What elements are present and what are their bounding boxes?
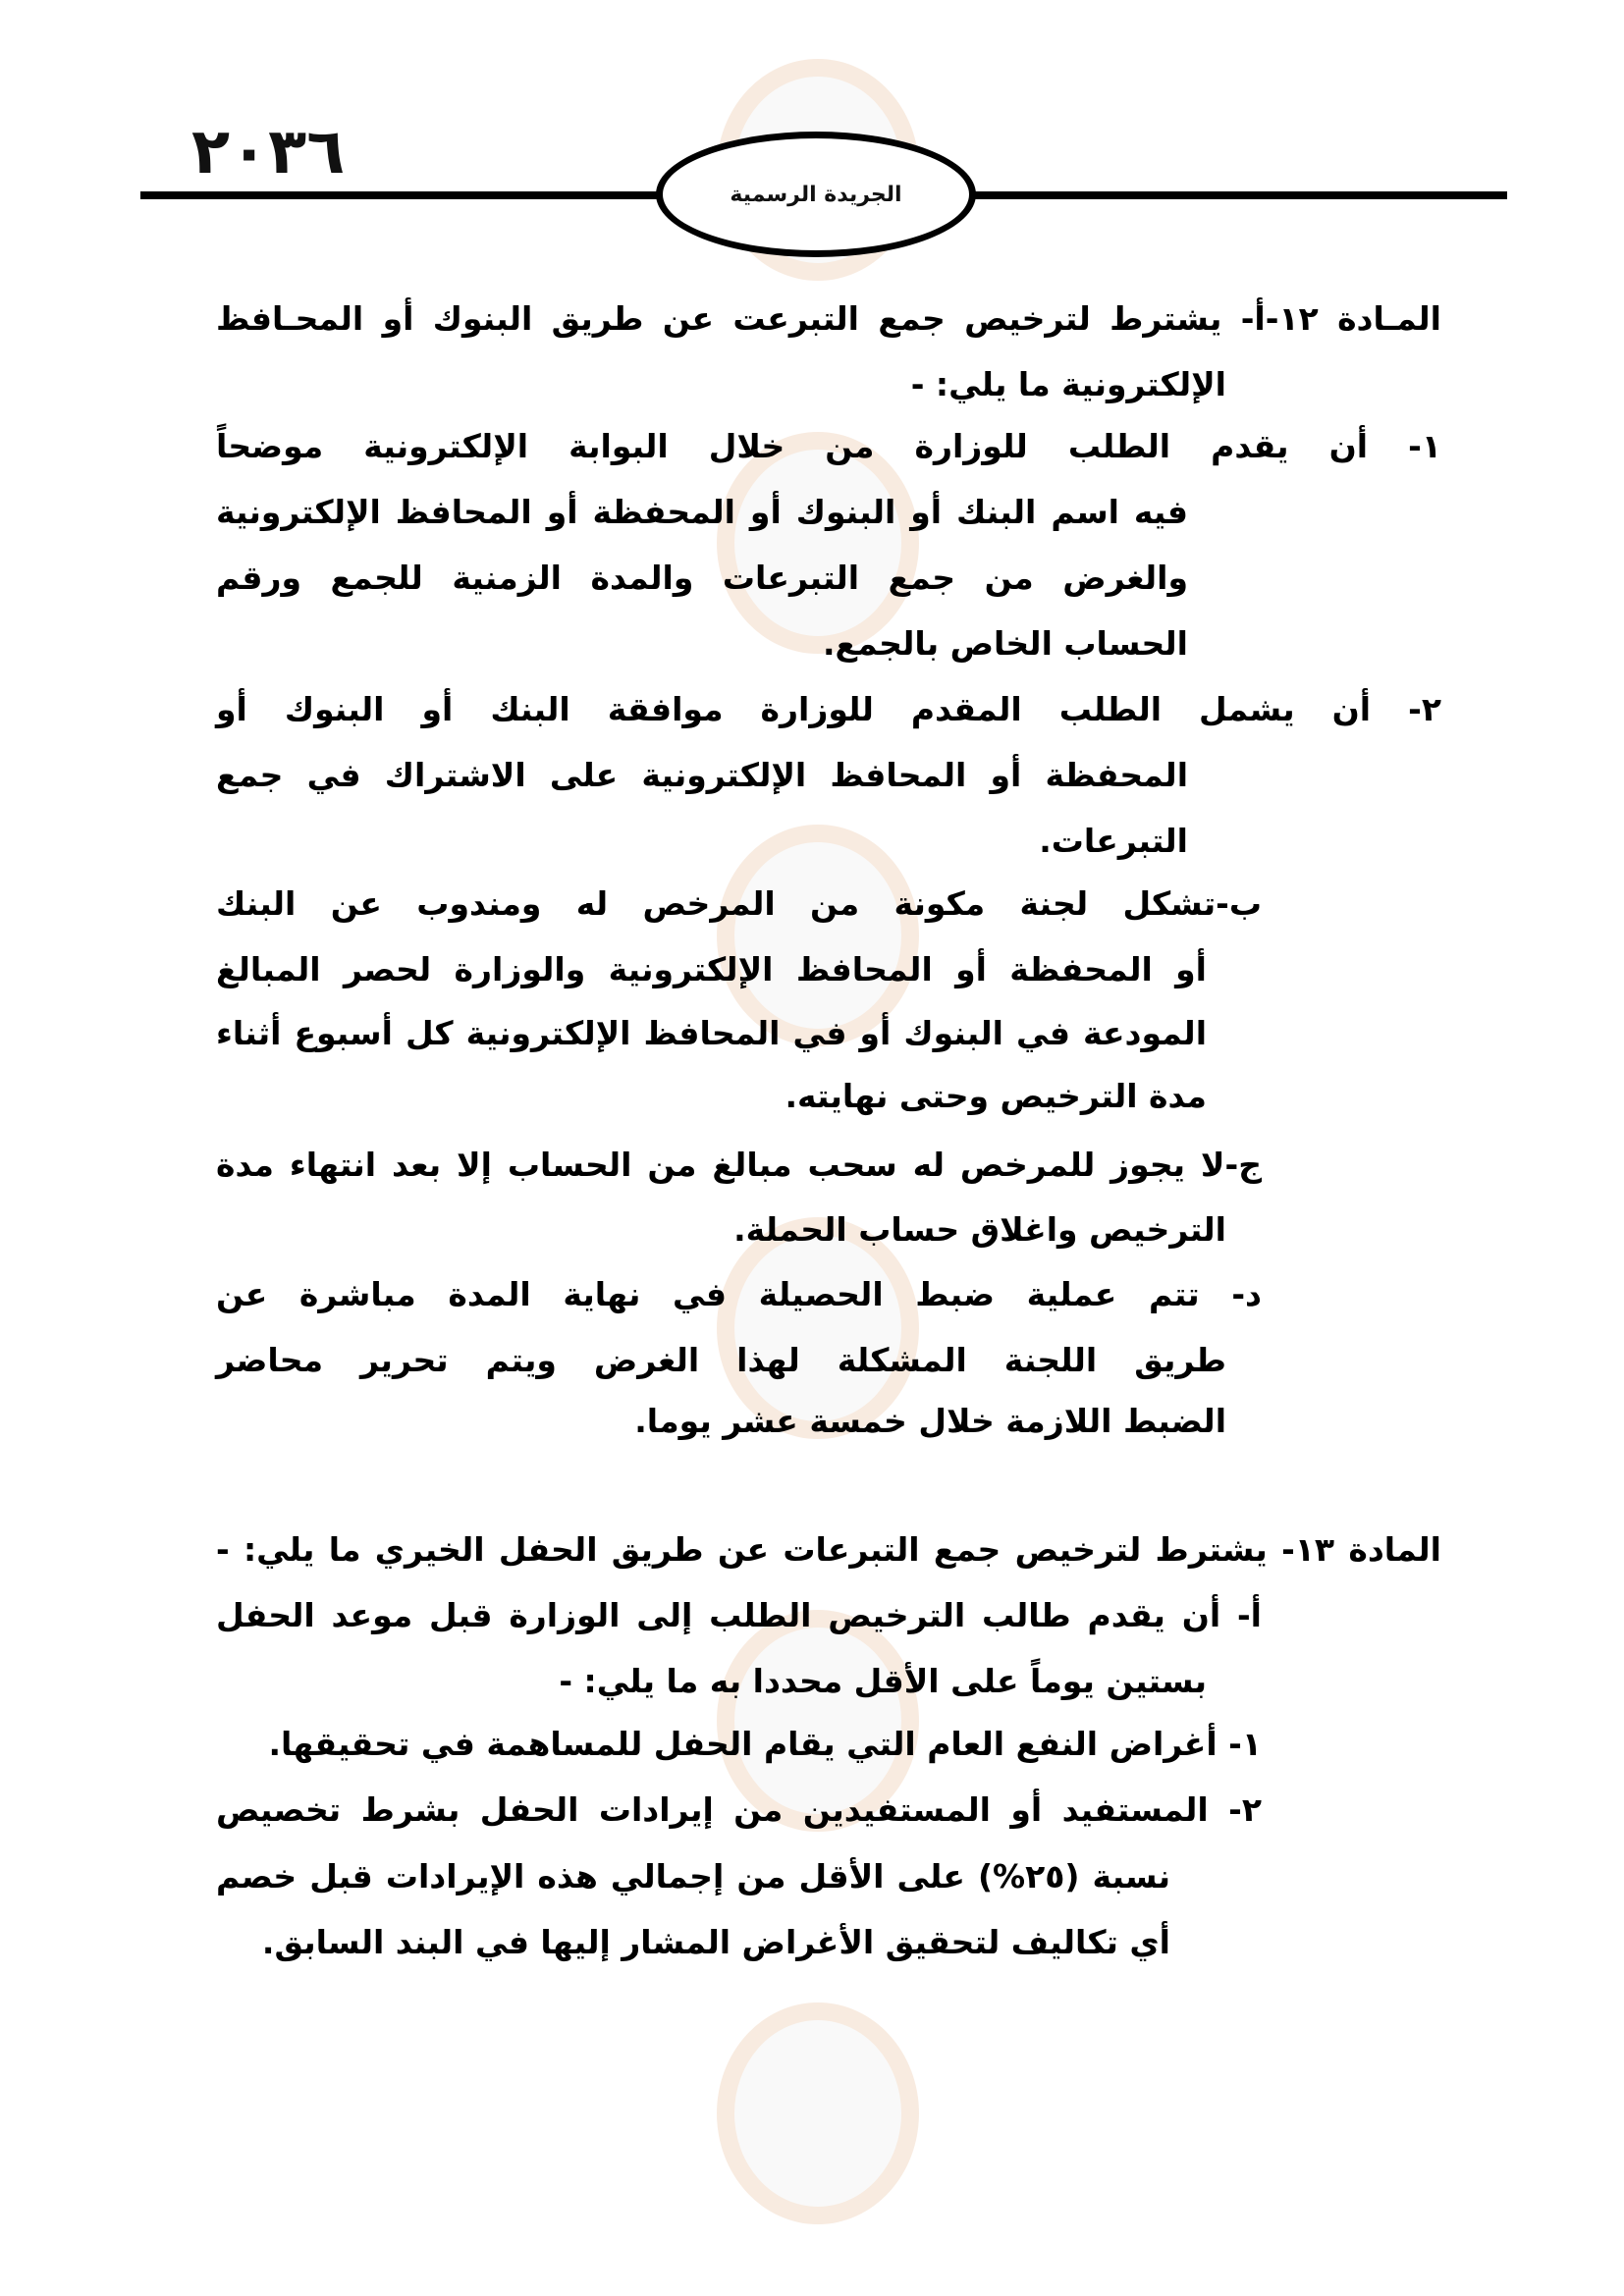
text-line: أ- أن يقدم طالب الترخيص الطلب إلى الوزارة قبل موعد الحفل [216,1596,1262,1634]
text-line: أي تكاليف لتحقيق الأغراض المشار إليها في البند السابق. [261,1923,1170,1961]
text-line: الضبط اللازمة خلال خمسة عشر يوما. [634,1402,1226,1440]
text-line: نسبة (٢٥%) على الأقل من إجمالي هذه الإيرادات قبل خصم [216,1857,1170,1896]
text-line: المحفظة أو المحافظ الإلكترونية على الاشتراك في جمع [216,756,1188,794]
text-line: ١- أن يقدم الطلب للوزارة من خلال البوابة الإلكترونية موضحاً [216,427,1441,465]
text-line: طريق اللجنة المشكلة لهذا الغرض ويتم تحرير محاضر [216,1341,1226,1379]
text-line: بستين يوماً على الأقل محددا به ما يلي: - [559,1662,1207,1700]
text-line: ١- أغراض النفع العام التي يقام الحفل للمساهمة في تحقيقها. [268,1725,1262,1763]
text-line: مدة الترخيص وحتى نهايته. [785,1077,1207,1115]
text-line: ٢- المستفيد أو المستفيدين من إيرادات الحفل بشرط تخصيص [216,1790,1262,1829]
text-line: ب-تشكل لجنة مكونة من المرخص له ومندوب عن البنك [216,884,1262,923]
text-line: الحساب الخاص بالجمع. [822,624,1188,663]
text-line: المودعة في البنوك أو في المحافظ الإلكترونية كل أسبوع أثناء [216,1014,1207,1052]
text-line: أو المحفظة أو المحافظ الإلكترونية والوزارة لحصر المبالغ [216,950,1207,988]
text-line: ٢- أن يشمل الطلب المقدم للوزارة موافقة البنك أو البنوك أو [216,690,1441,728]
gazette-title-oval [656,132,976,257]
text-line: والغرض من جمع التبرعات والمدة الزمنية للجمع ورقم [216,559,1188,597]
gazette-title: الجريدة الرسمية [730,182,902,207]
text-line: فيه اسم البنك أو البنوك أو المحفظة أو المحافظ الإلكترونية [216,493,1188,531]
text-line: المـادة ١٢-أ- يشترط لترخيص جمع التبرعت عن طريق البنوك أو المحـافظ [216,299,1441,338]
text-line: ج-لا يجوز للمرخص له سحب مبالغ من الحساب إلا بعد انتهاء مدة [216,1146,1262,1184]
text-line: د- تتم عملية ضبط الحصيلة في نهاية المدة مباشرة عن [216,1275,1262,1313]
text-line: الإلكترونية ما يلي: - [910,365,1226,403]
text-line: المادة ١٣- يشترط لترخيص جمع التبرعات عن طريق الحفل الخيري ما يلي: - [216,1530,1441,1569]
watermark-logo [717,2002,919,2224]
text-line: التبرعات. [1039,822,1188,860]
page-number: ٢٠٣٦ [191,116,346,188]
text-line: الترخيص واغلاق حساب الحملة. [733,1210,1226,1249]
